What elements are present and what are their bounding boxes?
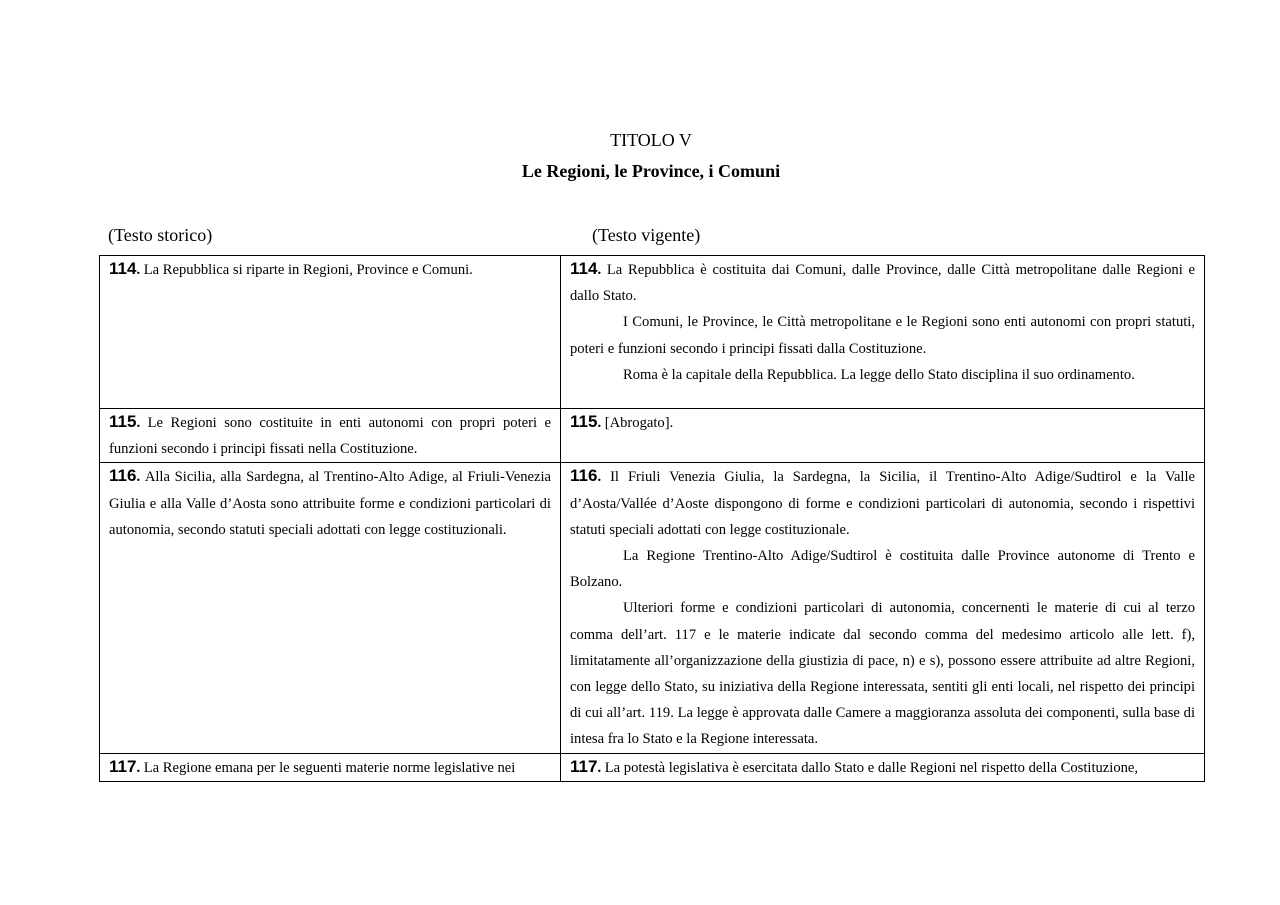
paragraph: 117. La Regione emana per le seguenti materie norme legislative nei	[109, 756, 516, 776]
paragraph: 114. La Repubblica è costituita dai Comuni, dalle Province, dalle Città metropolitane dalle Regioni e dallo Stato.	[570, 259, 1196, 305]
historical-text-cell	[100, 463, 561, 753]
title-heading: TITOLO V	[610, 130, 692, 150]
table-row	[100, 409, 1205, 463]
historical-text-cell	[100, 753, 561, 781]
article-text: [Abrogato].	[604, 415, 674, 431]
historical-text-cell	[100, 256, 561, 409]
subtitle-heading: Le Regioni, le Province, i Comuni	[521, 161, 781, 181]
article-text: La Repubblica si riparte in Regioni, Province e Comuni.	[143, 262, 473, 278]
article-number: 115	[109, 412, 137, 431]
article-text: Il Friuli Venezia Giulia, la Sardegna, la Sicilia, il Trentino-Alto Adige/Sudtirol e la Valle d’Aosta/Vallée d’Aoste dispongono di forme e condizioni particolari di autonomia, secondo i rispettivi statuti speciali adottati con legge costituzionale.	[570, 469, 1196, 538]
table-row	[100, 256, 1205, 409]
column-header-current: (Testo vigente)	[592, 225, 701, 245]
historical-text-cell	[100, 409, 561, 463]
article-text: Alla Sicilia, alla Sardegna, al Trentino-Alto Adige, al Friuli-Venezia Giulia e alla Valle d’Aosta sono attribuite forme e condizioni particolari di autonomia, secondo statuti speciali adottati con legge costituzionali.	[109, 469, 552, 538]
column-header-historical: (Testo storico)	[108, 225, 213, 245]
paragraph: I Comuni, le Province, le Città metropolitane e le Regioni sono enti autonomi con propri statuti, poteri e funzioni secondo i principi fissati dalla Costituzione.	[570, 314, 1195, 357]
paragraph: 117. La potestà legislativa è esercitata dallo Stato e dalle Regioni nel rispetto della Costituzione,	[570, 756, 1139, 776]
article-number: 115	[570, 412, 598, 431]
article-number: 116	[109, 466, 137, 486]
article-number: 117	[570, 756, 598, 776]
article-number: 117	[109, 756, 137, 776]
current-text-cell	[561, 256, 1205, 409]
article-number: 116	[570, 466, 598, 486]
paragraph: 116. Il Friuli Venezia Giulia, la Sardegna, la Sicilia, il Trentino-Alto Adige/Sudtirol e la Valle d’Aosta/Vallée d’Aoste dispongono di forme e condizioni particolari di autonomia, secondo i rispettivi statuti speciali adottati con legge costituzionale.	[570, 466, 1196, 538]
table-row	[100, 463, 1205, 753]
article-text: Le Regioni sono costituite in enti autonomi con propri poteri e funzioni secondo i principi fissati nella Costituzione.	[109, 415, 552, 458]
current-text-cell	[561, 753, 1205, 781]
article-number: 114	[570, 259, 598, 278]
current-text-cell	[561, 463, 1205, 753]
paragraph: 116. Alla Sicilia, alla Sardegna, al Trentino-Alto Adige, al Friuli-Venezia Giulia e alla Valle d’Aosta sono attribuite forme e condizioni particolari di autonomia, secondo statuti speciali adottati con legge costituzionali.	[109, 466, 552, 538]
article-text: La Regione emana per le seguenti materie norme legislative nei	[143, 759, 516, 776]
paragraph: 114. La Repubblica si riparte in Regioni, Province e Comuni.	[109, 259, 473, 278]
paragraph: Ulteriori forme e condizioni particolari di autonomia, concernenti le materie di cui al terzo comma dell’art. 117 e le materie indicate dal secondo comma del medesimo articolo alle lett. f), limitatamente all’organizzazione della giustizia di pace, n) e s), possono essere attribuite ad altre Regioni, con legge dello Stato, su iniziativa della Regione interessata, sentiti gli enti locali, nel rispetto dei principi di cui all’art. 119. La legge è approvata dalle Camere a maggioranza assoluta dei componenti, sulla base di intesa fra lo Stato e la Regione interessata.	[570, 600, 1195, 748]
current-text-cell	[561, 409, 1205, 463]
paragraph: Roma è la capitale della Repubblica. La legge dello Stato disciplina il suo ordinamento.	[623, 366, 1135, 383]
paragraph: La Regione Trentino-Alto Adige/Sudtirol è costituita dalle Province autonome di Trento e Bolzano.	[570, 548, 1195, 591]
article-text: La Repubblica è costituita dai Comuni, dalle Province, dalle Città metropolitane dalle Regioni e dallo Stato.	[570, 262, 1196, 305]
comparison-table	[99, 255, 1205, 782]
article-text: La potestà legislativa è esercitata dallo Stato e dalle Regioni nel rispetto della Costituzione,	[604, 759, 1139, 776]
paragraph: 115. [Abrogato].	[570, 412, 674, 431]
table-row	[100, 753, 1205, 781]
article-number: 114	[109, 259, 137, 278]
paragraph: 115. Le Regioni sono costituite in enti autonomi con propri poteri e funzioni secondo i principi fissati nella Costituzione.	[109, 412, 552, 458]
